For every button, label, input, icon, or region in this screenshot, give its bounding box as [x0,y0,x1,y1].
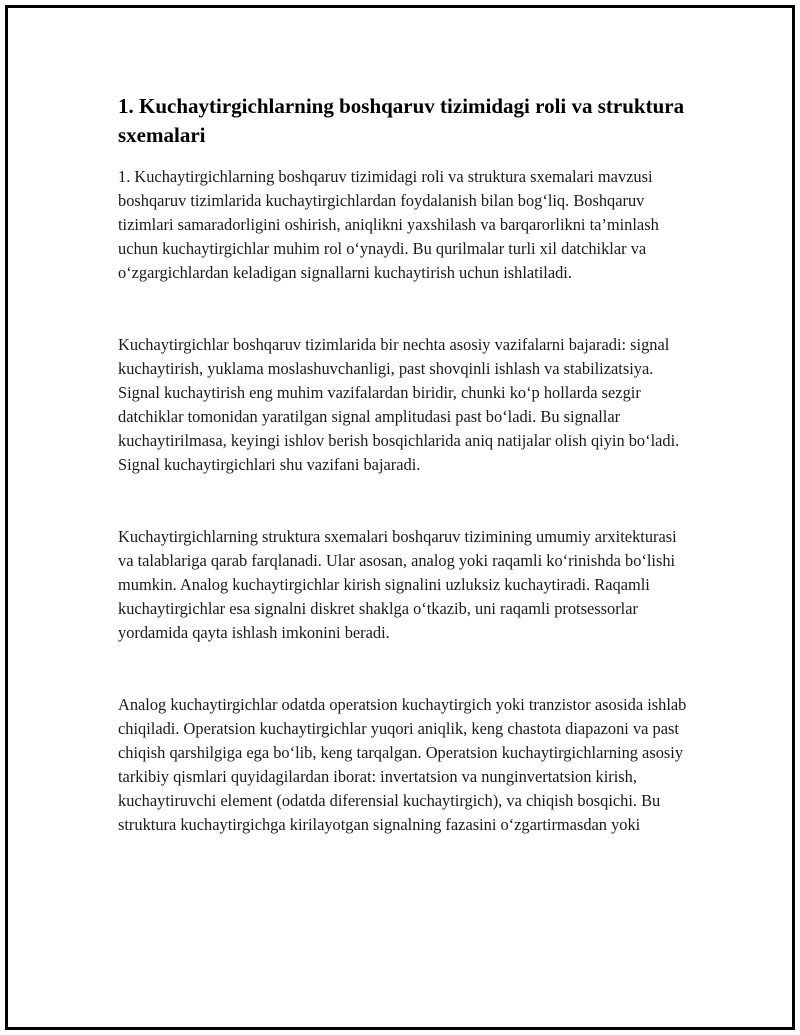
paragraph-spacer [118,477,688,525]
paragraph-spacer [118,645,688,693]
paragraph-2: Kuchaytirgichlar boshqaruv tizimlarida bir nechta asosiy vazifalarni bajaradi: signal kuchaytirish, yuklama moslashuvchanligi, past shovqinli ishlash va stabilizatsiya. Signal kuchaytirish eng muhim vazifalardan biridir, chunki ko‘p hollarda sezgir datchiklar tomonidan yaratilgan signal amplitudasi past bo‘ladi. Bu signallar kuchaytirilmasa, keyingi ishlov berish bosqichlarida aniq natijalar olish qiyin bo‘ladi. Signal kuchaytirgichlari shu vazifani bajaradi. [118,335,680,474]
paragraph-1: 1. Kuchaytirgichlarning boshqaruv tizimidagi roli va struktura sxemalari mavzusi boshqaruv tizimlarida kuchaytirgichlardan foydalanish bilan bog‘liq. Boshqaruv tizimlari samaradorligini oshirish, aniqlikni yaxshilash va barqarorlikni ta’minlash uchun kuchaytirgichlar muhim rol o‘ynaydi. Bu qurilmalar turli xil datchiklar va o‘zgargichlardan keladigan signallarni kuchaytirish uchun ishlatiladi. [118,167,659,282]
document-body [118,92,688,837]
section-heading: 1. Kuchaytirgichlarning boshqaruv tizimidagi roli va struktura sxemalari [118,94,685,147]
paragraph-spacer [118,285,688,333]
paragraph-4: Analog kuchaytirgichlar odatda operatsion kuchaytirgich yoki tranzistor asosida ishlab chiqiladi. Operatsion kuchaytirgichlar yuqori aniqlik, keng chastota diapazoni va past chiqish qarshilgiga ega bo‘lib, keng tarqalgan. Operatsion kuchaytirgichlarning asosiy tarkibiy qismlari quyidagilardan iborat: invertatsion va nunginvertatsion kirish, kuchaytiruvchi element (odatda diferensial kuchaytirgich), va chiqish bosqichi. Bu struktura kuchaytirgichga kirilayotgan signalning fazasini o‘zgartirmasdan yoki [118,695,687,834]
paragraph-3: Kuchaytirgichlarning struktura sxemalari boshqaruv tizimining umumiy arxitekturasi va talablariga qarab farqlanadi. Ular asosan, analog yoki raqamli ko‘rinishda bo‘lishi mumkin. Analog kuchaytirgichlar kirish signalini uzluksiz kuchaytiradi. Raqamli kuchaytirgichlar esa signalni diskret shaklga o‘tkazib, uni raqamli protsessorlar yordamida qayta ishlash imkonini beradi. [118,527,677,642]
